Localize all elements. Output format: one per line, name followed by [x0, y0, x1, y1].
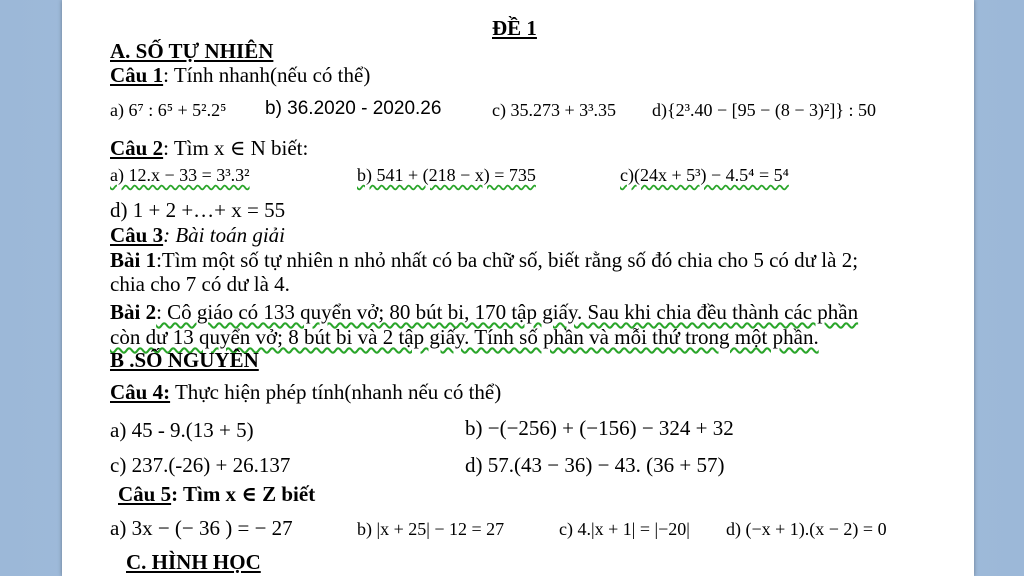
cau3-text: : Bài toán giải — [163, 223, 286, 247]
bai2-line1 — [110, 300, 858, 324]
cau5-d: d) (−x + 1).(x − 2) = 0 — [726, 519, 887, 539]
cau4-a: a) 45 - 9.(13 + 5) — [110, 418, 254, 442]
bai2-line2: còn dư 13 quyển vở; 8 bút bi và 2 tập giấy. Tính số phần và mỗi thứ trong một phần. — [110, 325, 819, 349]
cau2-text: : Tìm x ∈ N biết: — [163, 136, 309, 160]
cau2-c: c)(24x + 5³) − 4.5⁴ = 5⁴ — [620, 165, 789, 185]
bai2-label: Bài 2 — [110, 300, 157, 324]
page-title: ĐỀ 1 — [492, 16, 537, 40]
cau5-heading — [118, 482, 315, 506]
cau5-c: c) 4.|x + 1| = |−20| — [559, 519, 690, 539]
cau5-a: a) 3x − (− 36 ) = − 27 — [110, 516, 293, 540]
document-page — [62, 0, 974, 576]
cau2-label: Câu 2 — [110, 136, 164, 160]
section-b-heading: B .SỐ NGUYÊN — [110, 348, 259, 372]
cau4-label: Câu 4: — [110, 380, 171, 404]
cau1-text: : Tính nhanh(nếu có thể) — [163, 63, 371, 87]
section-c-heading: C. HÌNH HỌC — [126, 550, 261, 574]
cau1-d: d){2³.40 − [95 − (8 − 3)²]} : 50 — [652, 100, 876, 120]
cau1-b: b) 36.2020 - 2020.26 — [265, 98, 442, 119]
cau2-b: b) 541 + (218 − x) = 735 — [357, 165, 536, 185]
cau2-heading — [110, 136, 308, 160]
section-a-heading: A. SỐ TỰ NHIÊN — [110, 39, 274, 63]
cau2-d: d) 1 + 2 +…+ x = 55 — [110, 198, 286, 222]
cau4-c: c) 237.(-26) + 26.137 — [110, 453, 291, 477]
bai1-text: :Tìm một số tự nhiên n nhỏ nhất có ba chữ số, biết rằng số đó chia cho 5 có dư là 2; — [156, 248, 859, 272]
bai1-line1 — [110, 248, 858, 272]
bai2-text: : Cô giáo có 133 quyển vở; 80 bút bi, 170 tập giấy. Sau khi chia đều thành các phần — [156, 300, 859, 324]
cau5-label: Câu 5 — [118, 482, 172, 506]
cau1-label: Câu 1 — [110, 63, 164, 87]
cau5-b: b) |x + 25| − 12 = 27 — [357, 519, 505, 539]
cau4-text: Thực hiện phép tính(nhanh nếu có thể) — [170, 380, 502, 404]
cau3-heading — [110, 223, 285, 247]
cau4-b: b) −(−256) + (−156) − 324 + 32 — [465, 416, 734, 440]
cau5-text: : Tìm x ∈ Z biết — [171, 482, 316, 506]
cau2-a: a) 12.x − 33 = 3³.3² — [110, 165, 250, 185]
cau4-heading — [110, 380, 501, 404]
bai1-line2: chia cho 7 có dư là 4. — [110, 272, 290, 296]
cau4-d: d) 57.(43 − 36) − 43. (36 + 57) — [465, 453, 725, 477]
bai1-label: Bài 1 — [110, 248, 157, 272]
cau1-a: a) 6⁷ : 6⁵ + 5².2⁵ — [110, 100, 227, 120]
cau3-label: Câu 3 — [110, 223, 164, 247]
cau1-c: c) 35.273 + 3³.35 — [492, 100, 617, 120]
cau1-heading — [110, 63, 370, 87]
